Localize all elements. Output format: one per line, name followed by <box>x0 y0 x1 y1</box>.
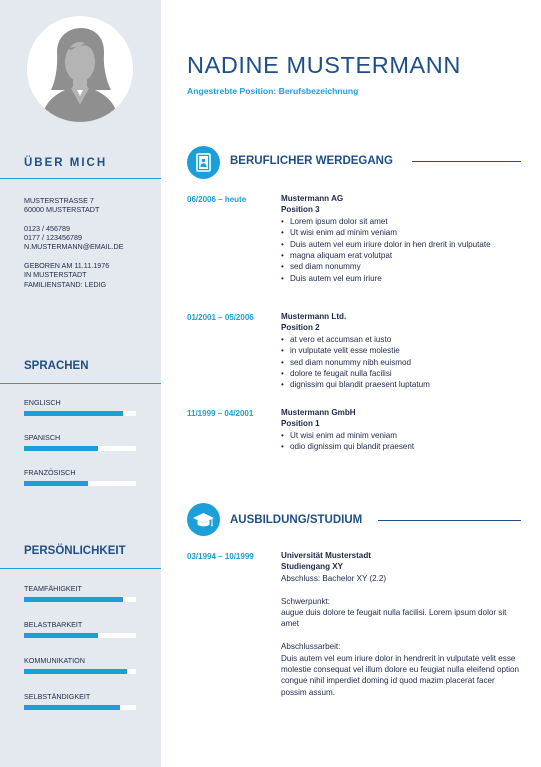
sidebar <box>0 0 161 767</box>
resume-icon <box>187 146 220 179</box>
contact-line: IN MUSTERSTADT <box>24 270 87 280</box>
about-divider <box>0 178 161 179</box>
thesis-label: Abschlussarbeit: <box>281 642 341 652</box>
contact-line: MUSTERSTRASSE 7 <box>24 196 94 205</box>
task-list <box>281 430 521 453</box>
personality-skill-label: TEAMFÄHIGKEIT <box>24 584 82 593</box>
job-position: Position 2 <box>281 323 320 333</box>
contact-line: 0123 / 456789 <box>24 223 70 233</box>
person-silhouette-icon <box>27 16 133 122</box>
personality-skill <box>24 620 136 638</box>
focus-label: Schwerpunkt: <box>281 596 331 606</box>
personality-skill-bar-fill <box>24 669 127 674</box>
job-position: Position 3 <box>281 205 320 215</box>
contact-gap <box>24 252 124 261</box>
education-section-icon <box>187 503 220 536</box>
company-name: Mustermann GmbH <box>281 408 356 417</box>
task-item: • sed diam nonummy <box>281 261 521 272</box>
contact-line: 0177 / 123456789 <box>24 233 82 243</box>
task-item: • Ut wisi enim ad minim veniam <box>281 227 521 238</box>
school-name: Universität Musterstadt <box>281 551 371 560</box>
language-skill-bar <box>24 481 136 486</box>
career-entry <box>281 193 521 284</box>
language-skill-bar-fill <box>24 446 98 451</box>
task-item: • dignissim qui blandit praesent luptatum <box>281 379 521 390</box>
task-item: • dolore te feugait nulla facilisi <box>281 368 521 379</box>
languages-heading: SPRACHEN <box>24 360 89 372</box>
career-heading-line <box>412 161 521 162</box>
avatar <box>27 16 133 122</box>
task-item: • odio dignissim qui blandit praesent <box>281 441 521 452</box>
career-entry <box>281 311 521 391</box>
contact-line: GEBOREN AM 11.11.1976 <box>24 261 110 271</box>
education-heading-line <box>378 520 521 521</box>
language-skill-label: SPANISCH <box>24 433 61 442</box>
education-heading: AUSBILDUNG/STUDIUM <box>230 514 363 526</box>
personality-skill-bar <box>24 633 136 638</box>
task-item: • Lorem ipsum dolor sit amet <box>281 216 521 227</box>
company-name: Mustermann Ltd. <box>281 312 347 321</box>
personality-skill <box>24 656 136 674</box>
job-position: Position 1 <box>281 419 320 429</box>
personality-skill-label: KOMMUNIKATION <box>24 656 85 665</box>
task-item: • magna aliquam erat volutpat <box>281 250 521 261</box>
task-item: • Ut wisi enim ad minim veniam <box>281 430 521 441</box>
personality-skill-bar <box>24 597 136 602</box>
task-item: • Duis autem vel eum iriure dolor in hen drerit in vulputate <box>281 239 521 250</box>
thesis-text: Duis autem vel eum iriure dolor in hendrerit in vulputate velit esse molestie consequat vel illum dolore eu feugiat nulla eleifend option congue nihil imperdiet doming id quod mazim placerat facer possim assum. <box>281 653 520 697</box>
desired-position: Angestrebte Position: Berufsbezeichnung <box>187 86 359 96</box>
personality-divider <box>0 568 161 569</box>
task-item: • Duis autem vel eum iriure <box>281 273 521 284</box>
career-entry <box>281 407 521 453</box>
graduation-cap-icon <box>187 503 220 536</box>
personality-skill-bar-fill <box>24 597 123 602</box>
language-skill-label: FRANZÖSISCH <box>24 468 76 477</box>
education-details <box>281 550 521 698</box>
personality-skill-label: BELASTBARKEIT <box>24 620 83 629</box>
contact-block <box>24 196 124 289</box>
focus-text: augue duis dolore te feugait nulla facilisi. Lorem ipsum dolor sit amet <box>281 608 507 629</box>
personality-heading: PERSÖNLICHKEIT <box>24 545 126 557</box>
company-name: Mustermann AG <box>281 194 344 203</box>
career-entry-date: 01/2001 – 05/2006 <box>187 313 254 322</box>
language-skill <box>24 468 136 486</box>
language-skill-label: ENGLISCH <box>24 398 61 407</box>
language-skill-bar-fill <box>24 411 123 416</box>
contact-gap <box>24 215 124 224</box>
personality-skill <box>24 584 136 602</box>
personality-skill-bar-fill <box>24 633 98 638</box>
language-skill-bar <box>24 446 136 451</box>
personality-skill-bar <box>24 669 136 674</box>
language-skill-bar-fill <box>24 481 88 486</box>
task-list <box>281 216 521 284</box>
task-item: • in vulputate velit esse molestie <box>281 345 521 356</box>
language-skill <box>24 433 136 451</box>
personality-skill-bar-fill <box>24 705 120 710</box>
personality-skill <box>24 692 136 710</box>
language-skill <box>24 398 136 416</box>
task-list <box>281 334 521 391</box>
contact-line: 60000 MUSTERSTADT <box>24 205 100 215</box>
candidate-name: NADINE MUSTERMANN <box>187 52 461 78</box>
study-program: Studiengang XY <box>281 562 344 572</box>
education-date: 03/1994 – 10/1999 <box>187 552 254 561</box>
about-heading: ÜBER MICH <box>24 157 108 169</box>
career-section-icon <box>187 146 220 179</box>
task-item: • sed diam nonummy nibh euismod <box>281 357 521 368</box>
degree: Abschluss: Bachelor XY (2.2) <box>281 573 387 583</box>
career-entry-date: 11/1999 – 04/2001 <box>187 409 254 418</box>
personality-skill-bar <box>24 705 136 710</box>
career-entry-date: 06/2006 – heute <box>187 195 247 204</box>
personality-skill-label: SELBSTÄNDIGKEIT <box>24 692 91 701</box>
languages-divider <box>0 383 161 384</box>
language-skill-bar <box>24 411 136 416</box>
contact-line: FAMILIENSTAND: LEDIG <box>24 279 107 289</box>
task-item: • at vero et accumsan et iusto <box>281 334 521 345</box>
contact-line: N.MUSTERMANN@EMAIL.DE <box>24 242 124 252</box>
career-heading: BERUFLICHER WERDEGANG <box>230 155 393 167</box>
